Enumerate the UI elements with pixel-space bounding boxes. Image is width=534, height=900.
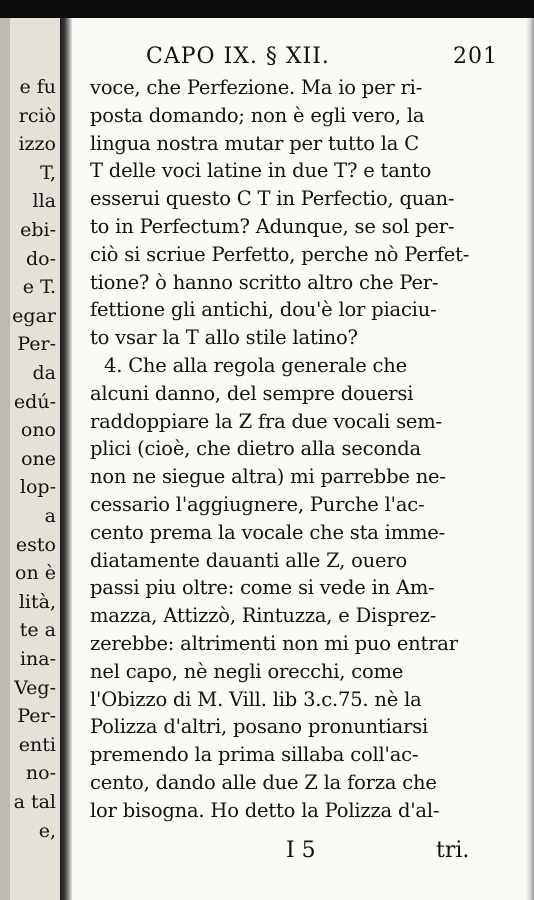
facing-page-line: esto	[15, 533, 56, 556]
facing-page-line: rciò	[18, 104, 56, 127]
running-head	[90, 38, 514, 74]
facing-page-line: lità,	[18, 590, 56, 613]
facing-page-line: on è	[15, 562, 56, 585]
page-content	[90, 38, 514, 825]
facing-page-line: e fu	[19, 76, 56, 98]
body-text-line: 4. Che alla regola generale che	[104, 353, 407, 377]
facing-page-line: e T.	[22, 276, 56, 299]
body-text-line: diatamente dauanti alle Z, ouero	[90, 548, 408, 572]
body-text-line: zerebbe: altrimenti non mi puo entrar	[90, 631, 458, 655]
body-text-line: fettione gli antichi, dou'è lor piaciu-	[90, 298, 437, 322]
body-text-line: posta domando; non è egli vero, la	[90, 103, 425, 127]
body-text-line: l'Obizzo di M. Vill. lib 3.c.75. nè la	[90, 687, 422, 711]
facing-page-line: no-	[25, 762, 56, 785]
body-text-line: lingua nostra mutar per tutto la C	[90, 131, 419, 155]
facing-page-line: ono	[20, 419, 56, 442]
facing-page-line: ebi-	[20, 219, 56, 241]
body-text-line: tione? ò hanno scritto altro che Per-	[90, 270, 439, 294]
facing-page-line: T,	[40, 161, 56, 184]
facing-page-shadow	[0, 18, 10, 900]
body-text-line: non ne siegue altra) mi parrebbe ne-	[90, 465, 446, 489]
body-text-line: nel capo, nè negli orecchi, come	[90, 659, 404, 683]
facing-page-line: one	[21, 447, 56, 470]
body-text-line: ciò si scriue Perfetto, perche nò Perfet-	[90, 242, 470, 266]
running-head-title: CAPO IX. § XII.	[146, 44, 330, 69]
body-text-line: Polizza d'altri, posano pronuntiarsi	[90, 715, 429, 739]
facing-page-line: Veg-	[14, 676, 56, 699]
body-text-line: premendo la prima sillaba coll'ac-	[90, 743, 419, 767]
body-text-line: to vsar la T allo stile latino?	[90, 326, 358, 350]
signature-mark: I 5	[286, 838, 316, 863]
body-text-line: esserui questo C T in Perfectio, quan-	[90, 187, 455, 211]
body-text-line: raddoppiare la Z fra due vocali sem-	[90, 409, 442, 433]
scan-top-border	[0, 0, 534, 18]
facing-page-line: edú-	[13, 390, 56, 413]
page-right-edge	[526, 18, 534, 900]
body-text-line: to in Perfectum? Adunque, se sol per-	[90, 214, 455, 238]
facing-page-line: Per-	[17, 705, 56, 728]
facing-page-line: lop-	[19, 476, 56, 499]
body-text-line: cento, dando alle due Z la forza che	[90, 770, 437, 794]
body-text-line: cento prema la vocale che sta imme-	[90, 520, 446, 544]
facing-page-line: ina-	[19, 648, 56, 670]
facing-page-line: izzo	[18, 133, 56, 156]
book-gutter	[60, 18, 72, 900]
page-number: 201	[453, 44, 498, 69]
body-text-line: cessario l'aggiugnere, Purche l'ac-	[90, 492, 425, 516]
body-text-line: T delle voci latine in due T? e tanto	[90, 159, 432, 183]
body-text-line: mazza, Attizzò, Rintuzza, e Disprez-	[90, 604, 437, 628]
facing-page-line: do-	[25, 247, 56, 270]
facing-page-line: enti	[18, 733, 56, 756]
body-text-line: plici (cioè, che dietro alla seconda	[90, 437, 421, 461]
facing-page-line: Per-	[17, 333, 56, 356]
body-text-line: voce, che Perfezione. Ma io per ri-	[90, 76, 423, 99]
body-text-line: passi piu oltre: come si vede in Am-	[90, 576, 435, 600]
facing-page-fragment	[0, 18, 60, 900]
body-text	[90, 74, 514, 825]
facing-page-line: egar	[12, 304, 56, 327]
body-text-line: lor bisogna. Ho detto la Polizza d'al-	[90, 798, 440, 822]
catchword: tri.	[436, 838, 470, 863]
facing-page-line: a	[44, 505, 56, 527]
body-text-line: alcuni danno, del sempre douersi	[90, 381, 414, 405]
facing-page-line: lla	[32, 190, 56, 213]
facing-page-line: a tal	[13, 791, 56, 813]
facing-page-line: da	[32, 362, 56, 384]
facing-page-line: e,	[38, 819, 56, 842]
facing-page-line: te a	[19, 619, 56, 642]
